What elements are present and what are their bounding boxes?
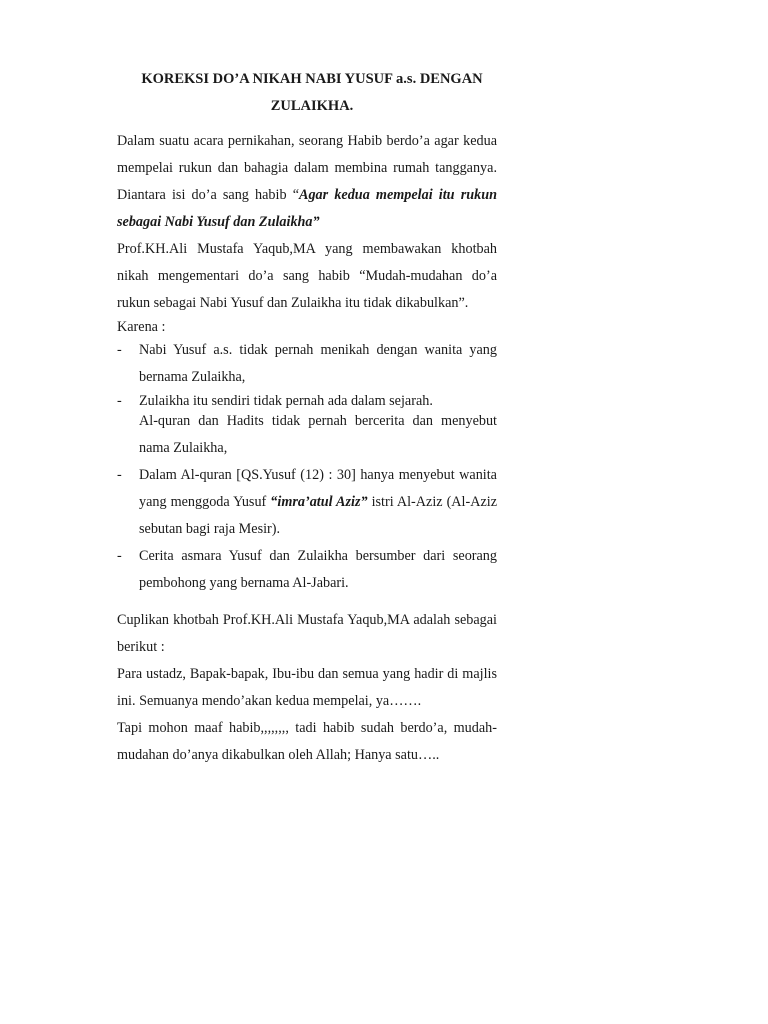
- list-item-emphasis: “imra’atul Aziz”: [270, 494, 368, 510]
- list-dash: -: [117, 393, 122, 409]
- intro-text: Dalam suatu acara pernikahan, seorang Habib berdo’a agar kedua mempelai rukun dan bahagia dalam membina rumah tangganya. Diantara isi do’a sang habib “: [117, 133, 497, 203]
- paragraph-intro: [117, 128, 497, 236]
- list-item-text: Cerita asmara Yusuf dan Zulaikha bersumber dari seorang pembohong yang bernama Al-Jabari.: [139, 548, 497, 591]
- document-page: [117, 66, 497, 769]
- list-item: [117, 391, 497, 462]
- list-item-text: Dalam Al-quran [QS.Yusuf (12) : 30] hanya menyebut wanita yang menggoda Yusuf: [139, 467, 497, 510]
- list-item-text: Nabi Yusuf a.s. tidak pernah menikah dengan wanita yang bernama Zulaikha,: [139, 342, 497, 385]
- intro-emphasis: Agar kedua mempelai itu rukun sebagai Nabi Yusuf dan Zulaikha”: [117, 187, 498, 230]
- paragraph-comment: Prof.KH.Ali Mustafa Yaqub,MA yang membawakan khotbah nikah mengementari do’a sang habib “Mudah-mudahan do’a rukun sebagai Nabi Yusuf dan Zulaikha itu tidak dikabulkan”.: [117, 241, 497, 311]
- list-item: [117, 337, 497, 391]
- paragraph-khotbah-1: Para ustadz, Bapak-bapak, Ibu-ibu dan semua yang hadir di majlis ini. Semuanya mendo’akan kedua mempelai, ya…….: [117, 666, 497, 709]
- title-line-1: KOREKSI DO’A NIKAH NABI YUSUF a.s. DENGAN: [141, 71, 483, 87]
- karena-label: Karena :: [117, 319, 166, 335]
- document-title: [117, 66, 497, 120]
- title-line-2: ZULAIKHA.: [270, 98, 354, 114]
- list-item: [117, 543, 497, 597]
- list-dash: -: [117, 467, 122, 483]
- paragraph-khotbah-intro: Cuplikan khotbah Prof.KH.Ali Mustafa Yaqub,MA adalah sebagai berikut :: [117, 612, 497, 655]
- paragraph-khotbah-2: Tapi mohon maaf habib,,,,,,,, tadi habib sudah berdo’a, mudah-mudahan do’anya dikabulkan oleh Allah; Hanya satu…..: [117, 720, 497, 763]
- list-item-text: Zulaikha itu sendiri tidak pernah ada dalam sejarah.: [139, 393, 433, 409]
- list-item-text: Al-quran dan Hadits tidak pernah bercerita dan menyebut nama Zulaikha,: [139, 413, 497, 456]
- list-item: [117, 462, 497, 543]
- list-dash: -: [117, 548, 122, 564]
- list-dash: -: [117, 342, 122, 358]
- list-item-text: istri Al-Aziz (Al-Aziz sebutan bagi raja Mesir).: [139, 494, 497, 537]
- reasons-list: [117, 337, 497, 597]
